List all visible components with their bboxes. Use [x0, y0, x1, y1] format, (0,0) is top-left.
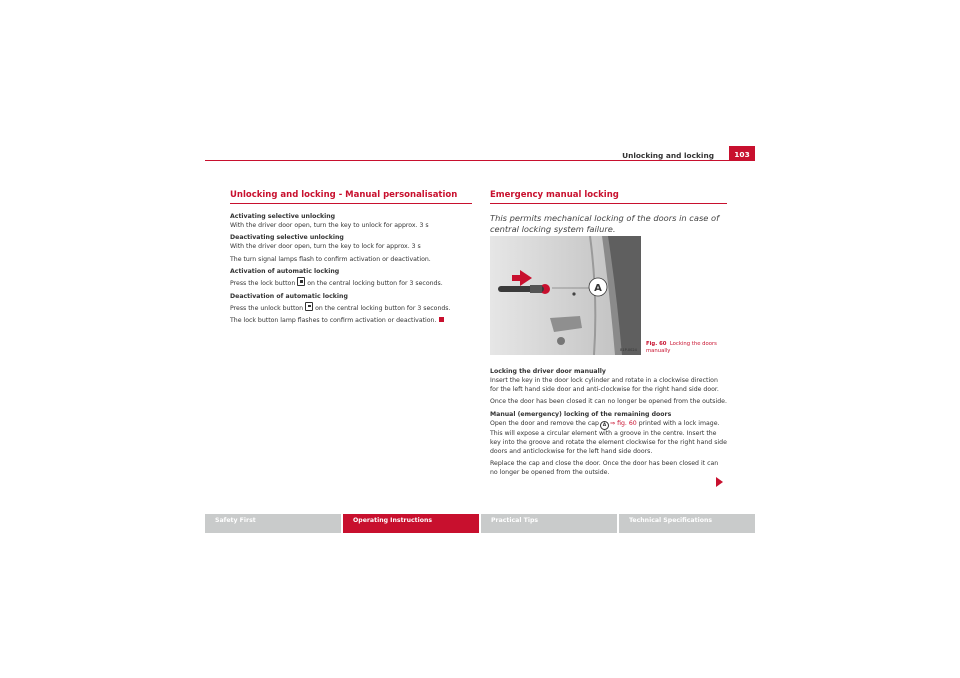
text-lamp-flashes	[230, 317, 472, 326]
heading-deactivating-selective-unlocking: Deactivating selective unlocking	[230, 234, 344, 242]
heading-locking-driver-door: Locking the driver door manually	[490, 368, 606, 375]
section-rule	[230, 203, 472, 204]
text-part: on the central locking button for 3 seconds.	[307, 280, 443, 288]
unlock-button-icon	[305, 302, 313, 311]
text-part: Press the unlock button	[230, 304, 304, 312]
text-locking-driver-door: Insert the key in the door lock cylinder and rotate in a clockwise direction for the left hand side door and anti-clockwise for the right hand side door.	[490, 376, 719, 393]
text-activation-automatic-locking	[230, 277, 472, 289]
text-part: Press the lock button	[230, 280, 296, 288]
right-column	[490, 190, 727, 240]
footer-tabs	[205, 514, 755, 533]
text-deactivation-automatic-locking	[230, 302, 472, 314]
section-title-emergency-locking: Emergency manual locking	[490, 190, 619, 200]
figure-callout-a: A	[594, 283, 602, 294]
text-activating-selective-unlocking: With the driver door open, turn the key to unlock for approx. 3 s	[230, 221, 429, 229]
heading-activation-automatic-locking: Activation of automatic locking	[230, 268, 340, 276]
text-turn-signal-confirm: The turn signal lamps flash to confirm activation or deactivation.	[230, 255, 431, 263]
heading-deactivation-automatic-locking: Deactivation of automatic locking	[230, 292, 348, 300]
door-lock-illustration	[490, 236, 641, 355]
section-end-marker	[439, 317, 444, 322]
text-part: The lock button lamp flashes to confirm activation or deactivation.	[230, 317, 437, 325]
text-replace-cap: Replace the cap and close the door. Once the door has been closed it can no longer be opened from the outside.	[490, 460, 719, 476]
continue-arrow-icon	[716, 477, 723, 487]
heading-remaining-doors: Manual (emergency) locking of the remaining doors	[490, 410, 672, 418]
figure-code: B1P-0024	[620, 348, 637, 352]
text-remaining-doors	[490, 420, 727, 457]
callout-a-icon: A	[600, 421, 609, 430]
header-rule	[205, 160, 755, 161]
figure-caption	[646, 341, 726, 354]
text-part: printed with a lock image. This will expose a circular element with a groove in the centre. Insert the key into the groove and rotate the element clockwise for the right hand side doors and anticlockwise for the left hand side doors.	[490, 419, 727, 455]
right-column-body	[490, 368, 727, 481]
running-header-title: Unlocking and locking	[622, 151, 714, 160]
tab-technical-specifications[interactable]: Technical Specifications	[619, 514, 755, 533]
lock-button-icon	[297, 277, 305, 286]
door-lock-figure	[490, 236, 641, 355]
figure-caption-text: Locking the doors manually	[646, 341, 717, 354]
text-part: on the central locking button for 3 seconds.	[315, 304, 451, 312]
figure-caption-label: Fig. 60	[646, 341, 667, 347]
text-deactivating-selective-unlocking: With the driver door open, turn the key to lock for approx. 3 s	[230, 243, 421, 251]
page-number-badge: 103	[729, 146, 755, 161]
tab-practical-tips[interactable]: Practical Tips	[481, 514, 617, 533]
heading-activating-selective-unlocking: Activating selective unlocking	[230, 213, 336, 220]
tab-safety-first[interactable]: Safety First	[205, 514, 341, 533]
figure-reference-link[interactable]: ⇒ fig. 60	[609, 419, 637, 427]
section-lead: This permits mechanical locking of the doors in case of central locking system failure.	[490, 213, 720, 234]
section-rule	[490, 203, 727, 204]
tab-operating-instructions[interactable]: Operating Instructions	[343, 514, 479, 533]
section-title-manual-personalisation: Unlocking and locking - Manual personalisation	[230, 190, 458, 200]
left-column	[230, 190, 472, 330]
text-part: Open the door and remove the cap	[490, 419, 599, 427]
text-no-longer-opened: Once the door has been closed it can no longer be opened from the outside.	[490, 398, 727, 406]
